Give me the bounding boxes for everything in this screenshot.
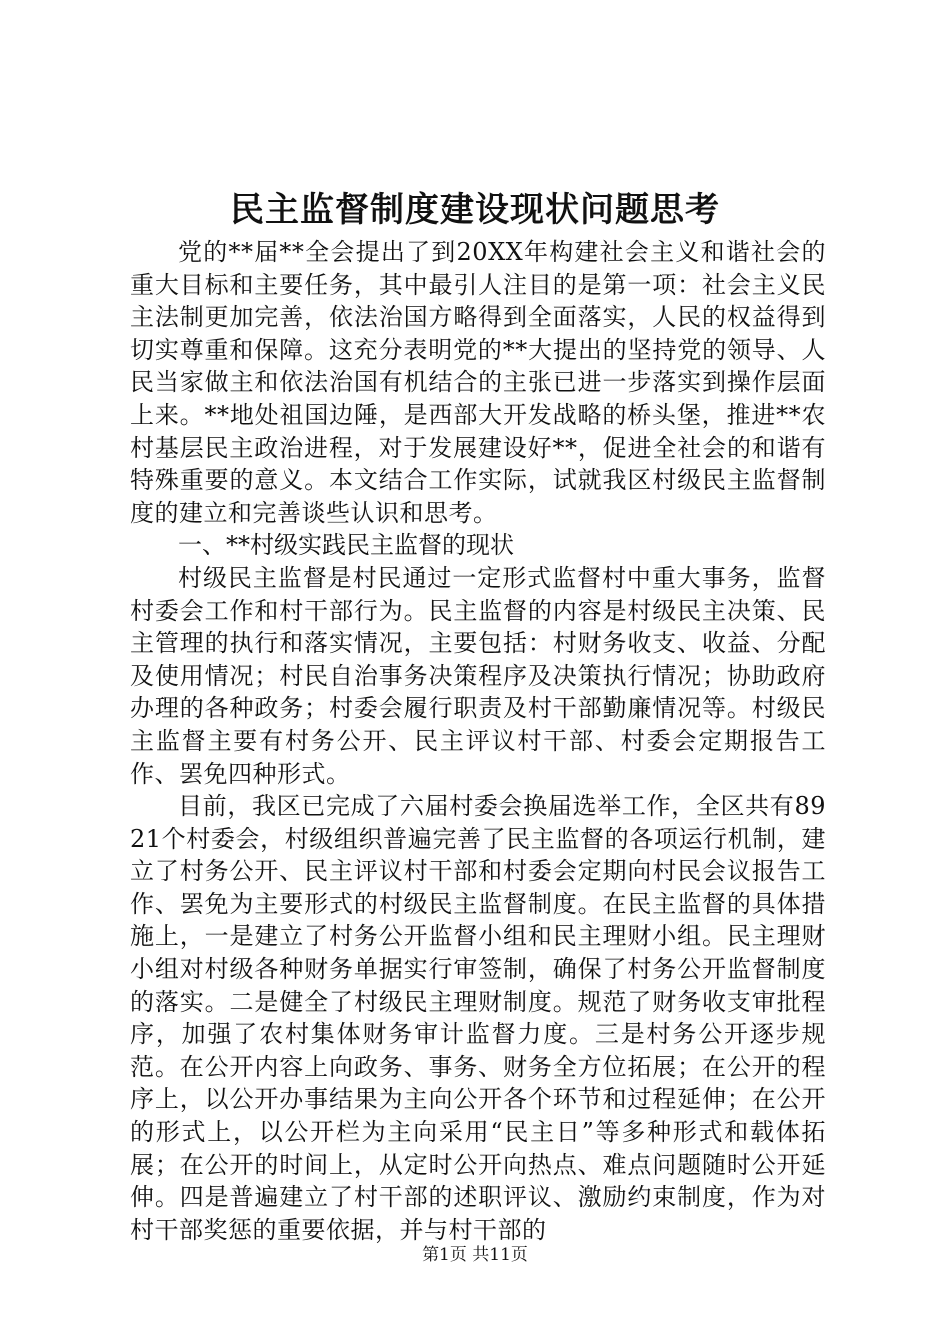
intro-paragraph: 党的**届**全会提出了到20XX年构建社会主义和谐社会的重大目标和主要任务，其中最引人注目的是第一项：社会主义民主法制更加完善，依法治国方略得到全面落实，人民的权益得到切实尊重和保障。这充分表明党的**大提出的坚持党的领导、人民当家做主和依法治国有机结合的主张已进一步落实到操作层面上来。**地处祖国边陲，是西部大开发战略的桥头堡，推进**农村基层民主政治进程，对于发展建设好**，促进全社会的和谐有特殊重要的意义。本文结合工作实际，试就我区村级民主监督制度的建立和完善谈些认识和思考。 [130,238,826,527]
section-heading: 一、**村级实践民主监督的现状 [178,531,514,560]
page-number-footer: 第1页 共11页 [422,1245,528,1265]
document-title: 民主监督制度建设现状问题思考 [230,190,720,230]
document-body [130,236,826,1246]
body-paragraph: 村级民主监督是村民通过一定形式监督村中重大事务，监督村委会工作和村干部行为。民主监督的内容是村级民主决策、民主管理的执行和落实情况，主要包括：村财务收支、收益、分配及使用情况；村民自治事务决策程序及决策执行情况；协助政府办理的各种政务；村委会履行职责及村干部勤廉情况等。村级民主监督主要有村务公开、民主评议村干部、村委会定期报告工作、罢免四种形式。 [130,563,826,788]
body-paragraph: 目前，我区已完成了六届村委会换届选举工作，全区共有8921个村委会，村级组织普遍完善了民主监督的各项运行机制，建立了村务公开、民主评议村干部和村委会定期向村民会议报告工作、罢免为主要形式的村级民主监督制度。在民主监督的具体措施上，一是建立了村务公开监督小组和民主理财小组。民主理财小组对村级各种财务单据实行审签制，确保了村务公开监督制度的落实。二是健全了村级民主理财制度。规范了财务收支审批程序，加强了农村集体财务审计监督力度。三是村务公开逐步规范。在公开内容上向政务、事务、财务全方位拓展；在公开的程序上，以公开办事结果为主向公开各个环节和过程延伸；在公开的形式上，以公开栏为主向采用“民主日”等多种形式和载体拓展；在公开的时间上，从定时公开向热点、难点问题随时公开延伸。四是普遍建立了村干部的述职评议、激励约束制度，作为对村干部奖惩的重要依据，并与村干部的 [130,792,826,1244]
